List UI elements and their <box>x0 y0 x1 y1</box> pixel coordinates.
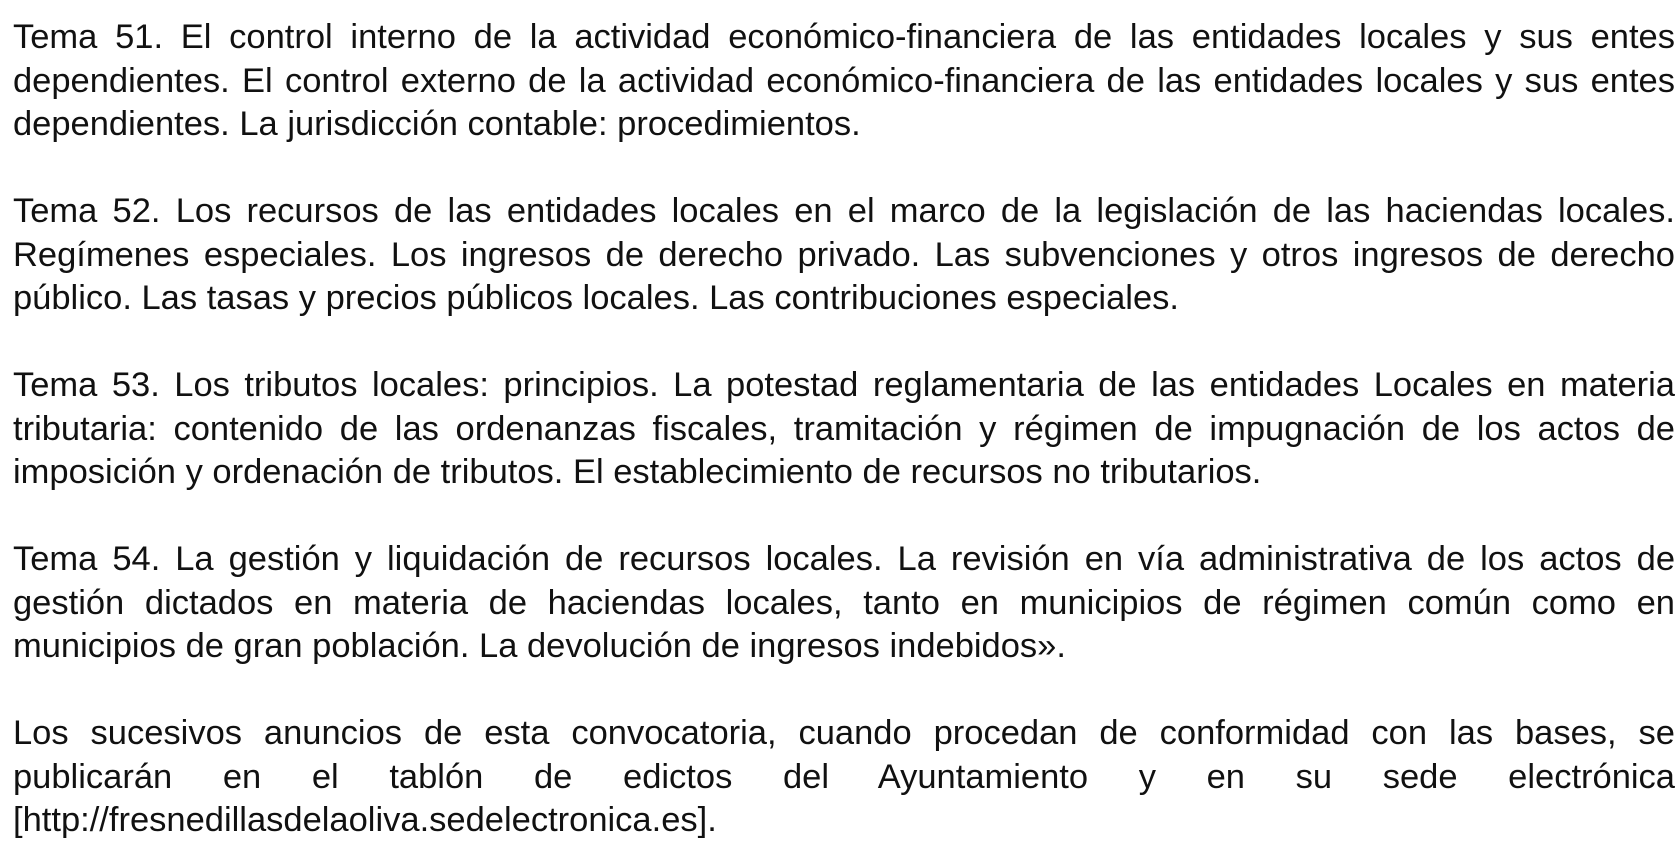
paragraph-tema-54: Tema 54. La gestión y liquidación de recursos locales. La revisión en vía administrativa de los actos de gestión dictados en materia de haciendas locales, tanto en municipios de régimen común como en municipios de gran población. La devolución de ingresos indebidos». <box>13 540 1675 665</box>
paragraph-anuncios: Los sucesivos anuncios de esta convocatoria, cuando procedan de conformidad con las bases, se publicarán en el tablón de edictos del Ayuntamiento y en su sede electrónica [http://fresnedillasdelaoliva.sedelectronica.es]. <box>13 714 1675 839</box>
paragraph-tema-52: Tema 52. Los recursos de las entidades locales en el marco de la legislación de las haciendas locales. Regímenes especiales. Los ingresos de derecho privado. Las subvenciones y otros ingresos de derecho público. Las tasas y precios públicos locales. Las contribuciones especiales. <box>13 192 1675 317</box>
paragraph-tema-53: Tema 53. Los tributos locales: principios. La potestad reglamentaria de las entidades Locales en materia tributaria: contenido de las ordenanzas fiscales, tramitación y régimen de impugnación de los actos de imposición y ordenación de tributos. El establecimiento de recursos no tributarios. <box>13 366 1675 491</box>
paragraph-tema-51: Tema 51. El control interno de la actividad económico-financiera de las entidades locales y sus entes dependientes. El control externo de la actividad económico-financiera de las entidades locales y sus entes dependientes. La jurisdicción contable: procedimientos. <box>13 18 1675 143</box>
document-body <box>13 16 1675 843</box>
